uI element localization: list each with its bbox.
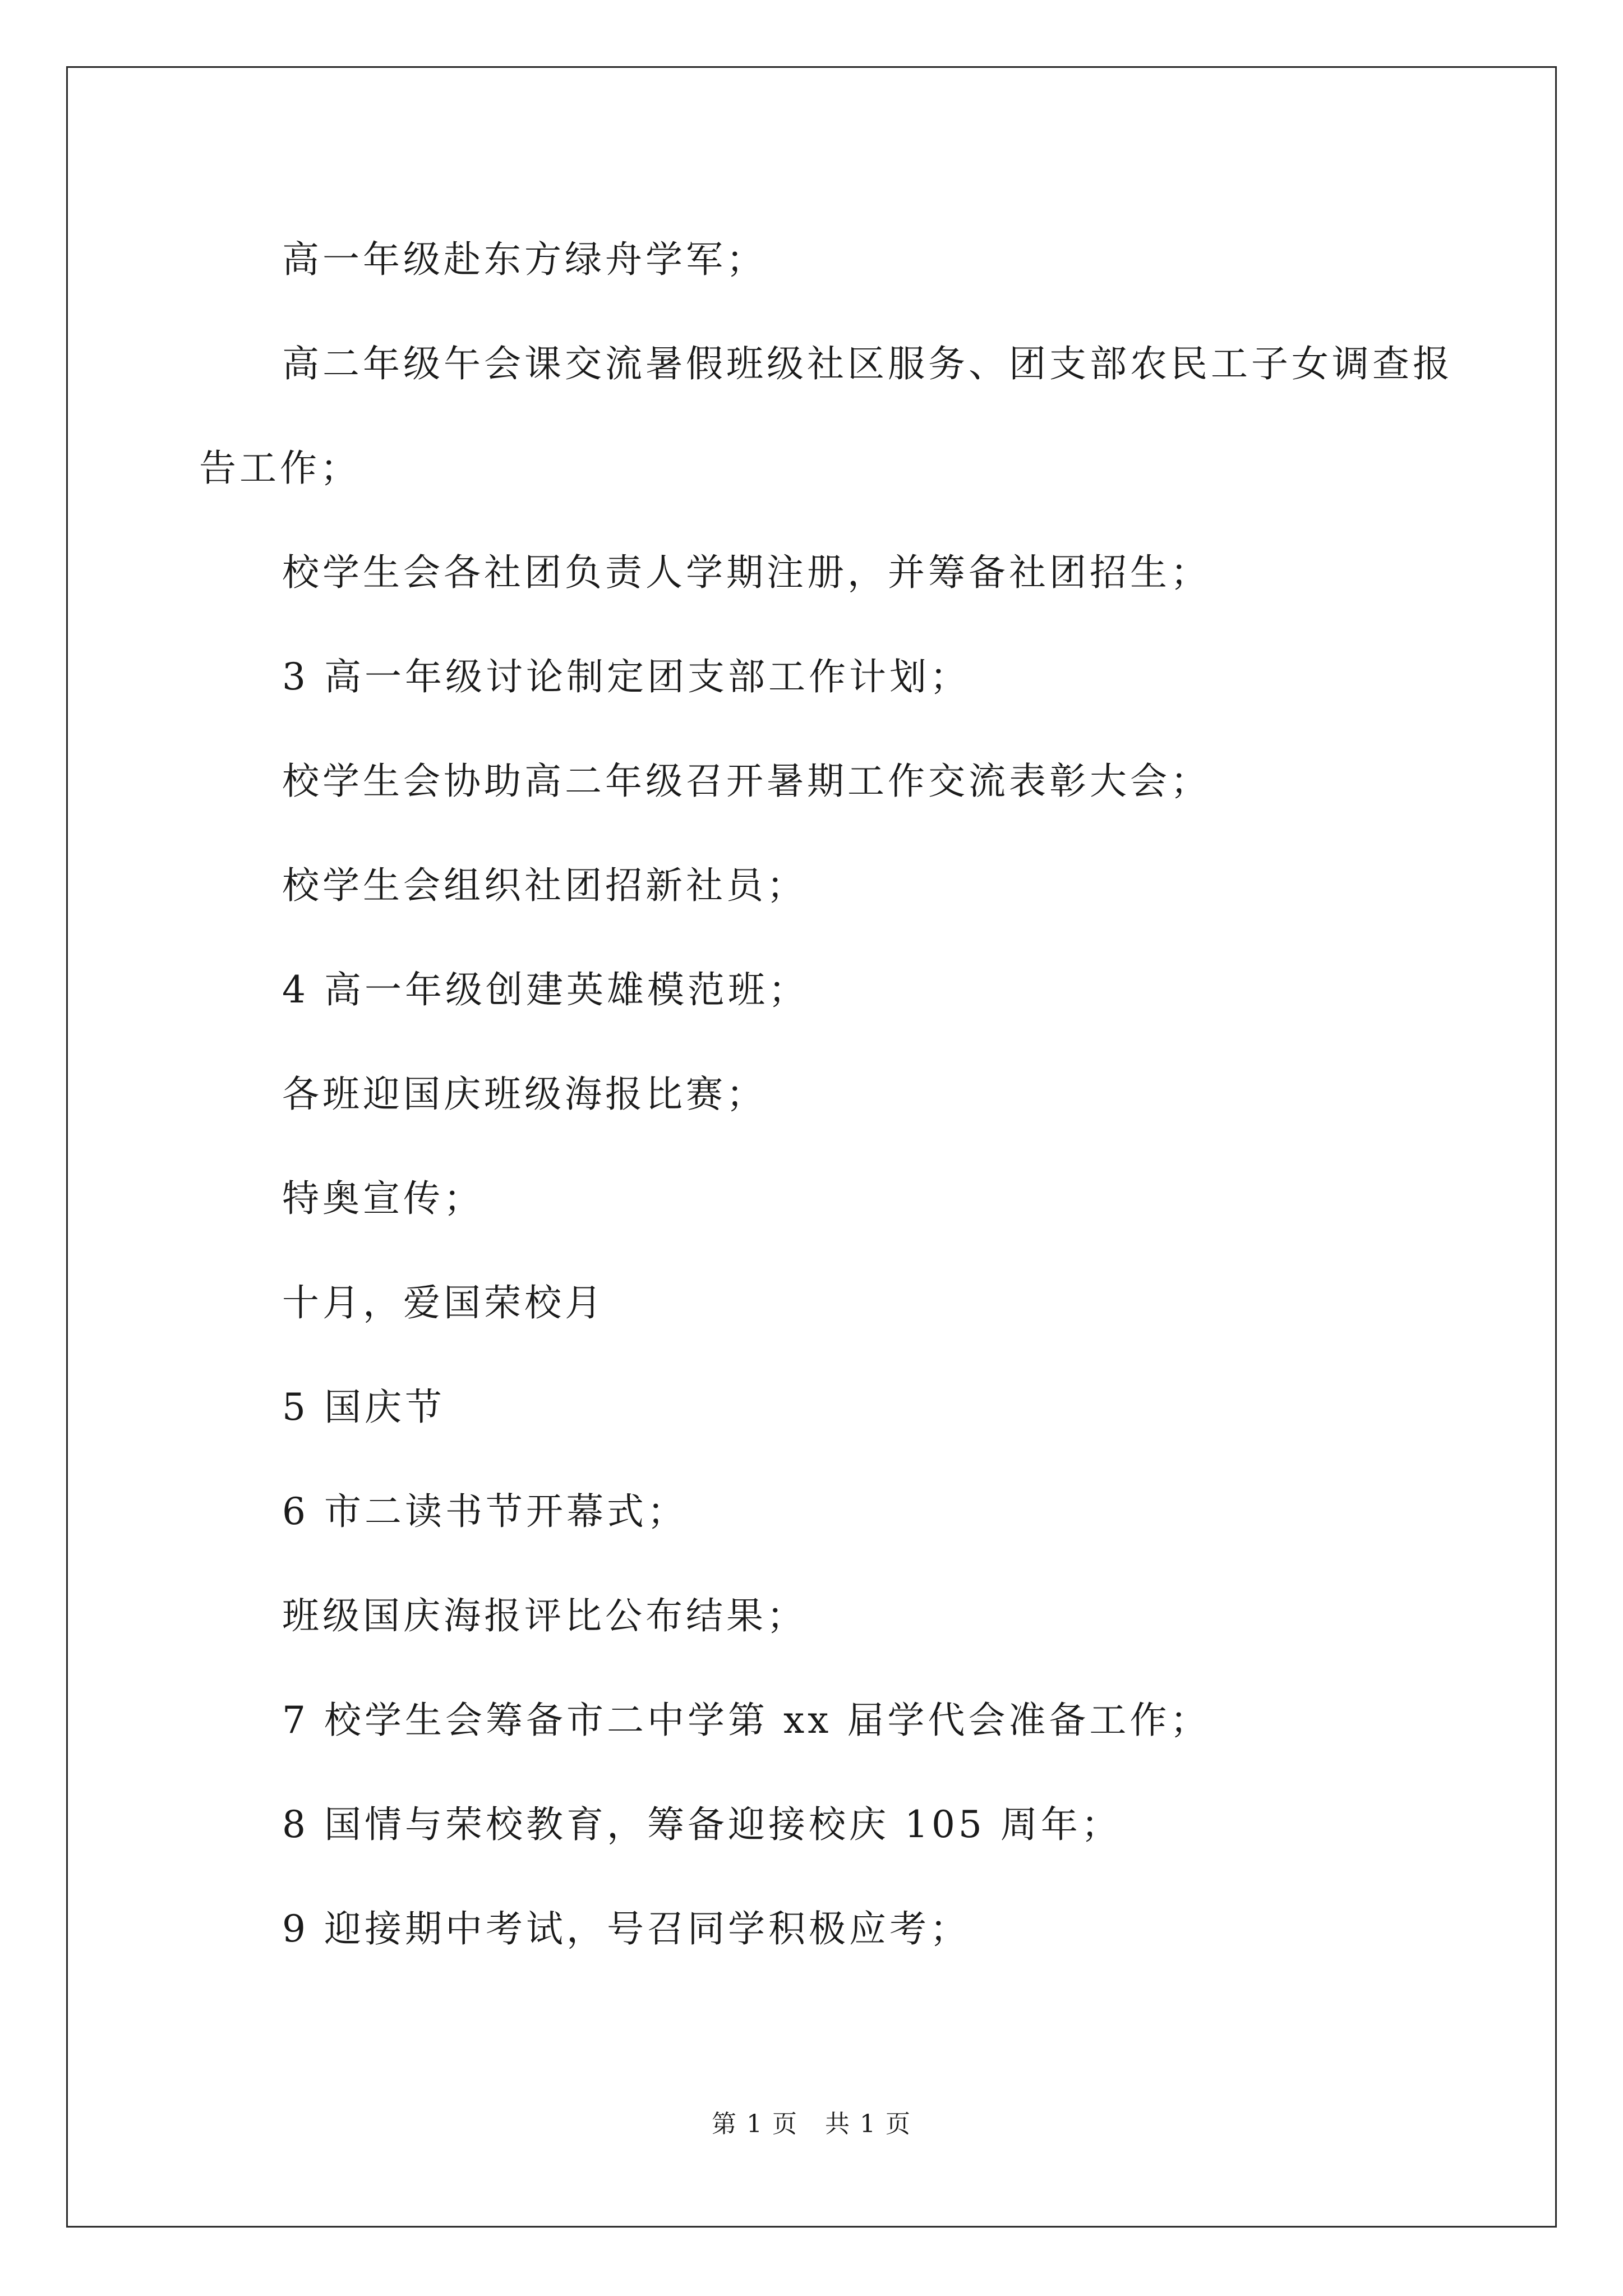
paragraph: 高一年级赴东方绿舟学军； xyxy=(282,238,767,281)
paragraph: 7 校学生会筹备市二中学第 xx 届学代会准备工作； xyxy=(282,1699,1211,1742)
paragraph: 4 高一年级创建英雄模范班； xyxy=(282,968,809,1011)
paragraph: 高二年级午会课交流暑假班级社区服务、团支部农民工子女调查报告工作； xyxy=(199,342,1453,490)
paragraph: 校学生会协助高二年级召开暑期工作交流表彰大会； xyxy=(282,760,1211,803)
page-number-current: 第 1 页 xyxy=(712,2110,798,2138)
paragraph: 特奥宣传； xyxy=(282,1177,484,1220)
page-number-total: 共 1 页 xyxy=(825,2110,911,2138)
paragraph: 3 高一年级讨论制定团支部工作计划； xyxy=(282,655,970,698)
paragraph: 6 市二读书节开幕式； xyxy=(282,1490,688,1533)
paragraph: 5 国庆节 xyxy=(282,1386,445,1429)
paragraph: 8 国情与荣校教育，筹备迎接校庆 105 周年； xyxy=(282,1803,1122,1846)
paragraph: 校学生会组织社团招新社员； xyxy=(282,864,807,907)
page-footer xyxy=(0,2104,1623,2139)
paragraph: 9 迎接期中考试，号召同学积极应考； xyxy=(282,1907,970,1950)
document-body xyxy=(199,208,1455,1981)
paragraph: 各班迎国庆班级海报比赛； xyxy=(282,1073,767,1116)
paragraph: 校学生会各社团负责人学期注册，并筹备社团招生； xyxy=(282,551,1211,594)
paragraph: 十月，爱国荣校月 xyxy=(282,1281,605,1324)
paragraph: 班级国庆海报评比公布结果； xyxy=(282,1594,807,1637)
